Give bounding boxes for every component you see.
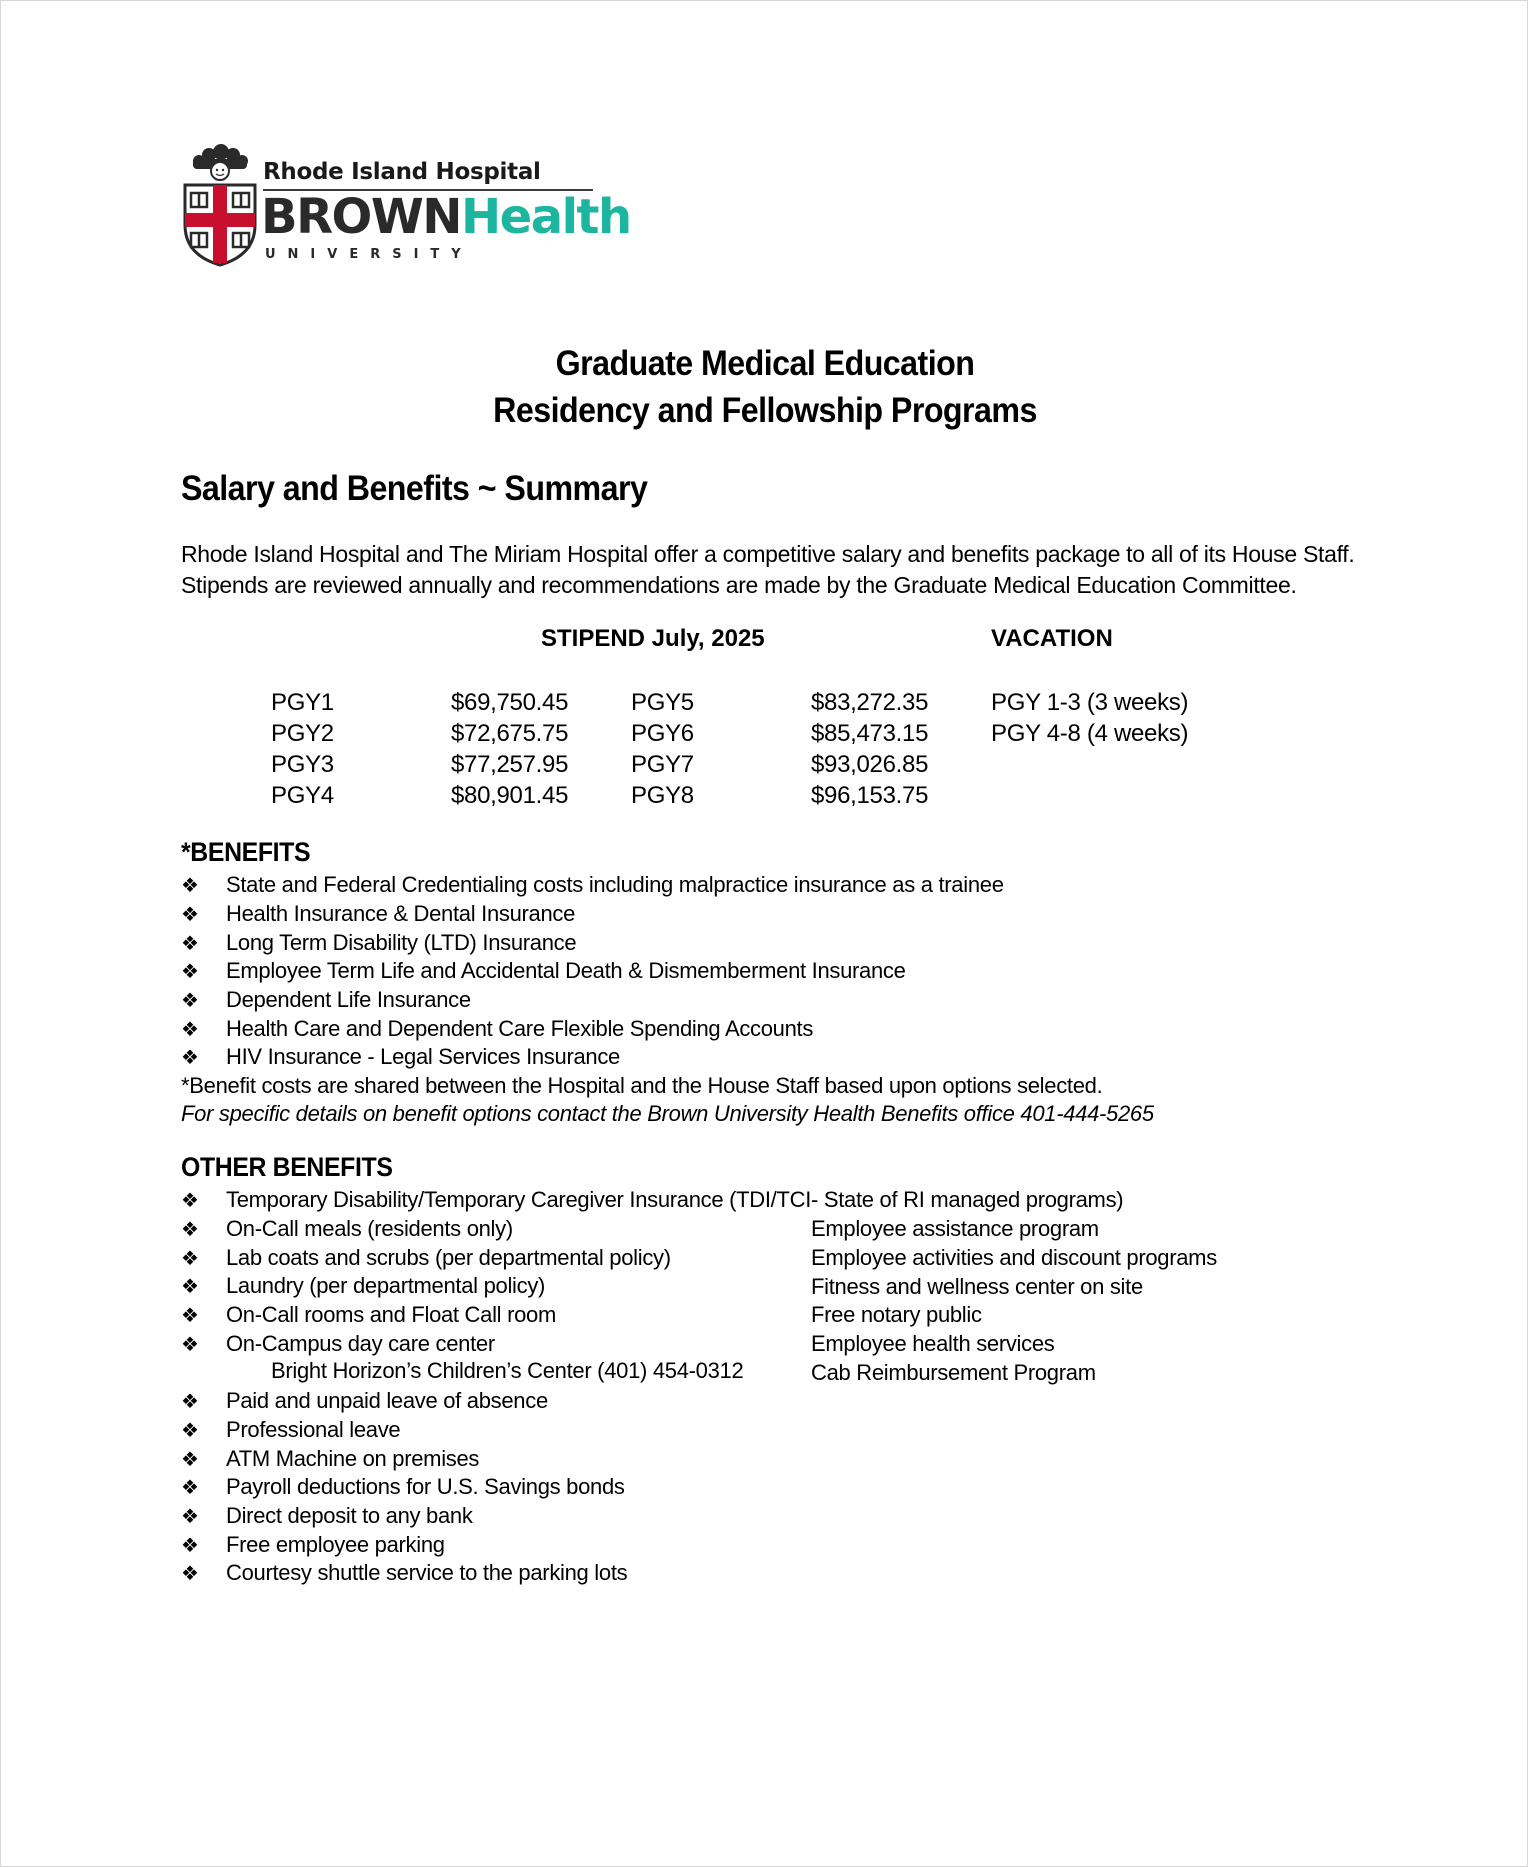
diamond-bullet-icon: ❖ [181,959,199,984]
stipend-amount: $69,750.45 [451,689,569,716]
benefit-text: ATM Machine on premises [226,1445,480,1471]
list-item [181,1416,627,1445]
benefit-text: Paid and unpaid leave of absence [226,1388,548,1414]
diamond-bullet-icon: ❖ [181,1016,199,1041]
benefit-text: Free employee parking [226,1531,445,1557]
list-item [181,1043,1004,1072]
list-item: Employee health services [811,1331,1055,1357]
benefit-text: HIV Insurance - Legal Services Insurance [226,1044,620,1070]
list-item [181,1473,627,1502]
list-item: Fitness and wellness center on site [811,1273,1143,1299]
logo-university-text: UNIVERSITY [265,247,473,262]
benefit-text: Professional leave [226,1417,401,1443]
list-item [181,1444,627,1473]
benefit-text: State and Federal Credentialing costs including malpractice insurance as a trainee [226,872,1004,898]
stipend-level: PGY8 [631,782,694,809]
daycare-detail: Bright Horizon’s Children’s Center (401) 454-0312 [271,1358,744,1383]
document-title-line2: Residency and Fellowship Programs [493,391,1037,430]
benefit-text: Laundry (per departmental policy) [226,1273,546,1299]
stipend-level: PGY4 [271,782,334,809]
benefit-text: Courtesy shuttle service to the parking lots [226,1560,628,1586]
list-item: Employee assistance program [811,1216,1099,1242]
benefit-text: Dependent Life Insurance [226,987,471,1013]
list-item [181,928,1004,957]
list-item [181,957,1004,986]
stipend-level: PGY2 [271,720,334,747]
vacation-header: VACATION [991,625,1113,652]
benefit-text: Employee Term Life and Accidental Death & Dismemberment Insurance [226,958,906,984]
diamond-bullet-icon: ❖ [181,1045,199,1070]
intro-line: Rhode Island Hospital and The Miriam Hospital offer a competitive salary and benefits package to all of its House Staff. [181,541,1355,567]
benefit-text: Direct deposit to any bank [226,1503,473,1529]
other-benefits-list-continued [181,1387,627,1588]
list-item [181,1014,1004,1043]
diamond-bullet-icon: ❖ [181,1245,199,1270]
benefit-text: Temporary Disability/Temporary Caregiver Insurance (TDI/TCI- State of RI managed programs) [226,1187,1124,1213]
diamond-bullet-icon: ❖ [181,1475,199,1500]
stipend-level: PGY5 [631,689,694,716]
brown-health-logo [179,143,631,268]
stipend-level: PGY6 [631,720,694,747]
list-item [181,871,1004,900]
benefit-text: On-Call meals (residents only) [226,1216,513,1242]
list-item: Free notary public [811,1302,982,1328]
diamond-bullet-icon: ❖ [181,1504,199,1529]
benefits-list [181,871,1004,1072]
list-item [181,1502,627,1531]
benefit-text: Long Term Disability (LTD) Insurance [226,929,577,955]
logo-brown-text: BROWN [261,189,461,245]
logo-hospital-name: Rhode Island Hospital [263,159,541,185]
intro-paragraph [181,539,1431,601]
sun-crest-icon [179,143,259,268]
document-title-line1: Graduate Medical Education [555,344,975,383]
benefit-text: Lab coats and scrubs (per departmental policy) [226,1244,671,1270]
diamond-bullet-icon: ❖ [181,1446,199,1471]
logo-health-text: Health [460,189,631,245]
diamond-bullet-icon: ❖ [181,1418,199,1443]
stipend-header: STIPEND July, 2025 [541,625,765,652]
section-heading-summary: Salary and Benefits ~ Summary [181,469,648,508]
vacation-item: PGY 1-3 (3 weeks) [991,689,1189,716]
diamond-bullet-icon: ❖ [181,1331,199,1356]
benefit-text: Health Care and Dependent Care Flexible Spending Accounts [226,1015,814,1041]
diamond-bullet-icon: ❖ [181,902,199,927]
diamond-bullet-icon: ❖ [181,1303,199,1328]
diamond-bullet-icon: ❖ [181,1532,199,1557]
benefit-text: Health Insurance & Dental Insurance [226,901,576,927]
benefit-text: Payroll deductions for U.S. Savings bonds [226,1474,625,1500]
list-item [181,986,1004,1015]
list-item [181,1530,627,1559]
diamond-bullet-icon: ❖ [181,1188,199,1213]
stipend-amount: $96,153.75 [811,782,929,809]
stipend-amount: $80,901.45 [451,782,569,809]
intro-line: Stipends are reviewed annually and recommendations are made by the Graduate Medical Education Committee. [181,572,1297,598]
list-item [181,1559,627,1588]
stipend-amount: $85,473.15 [811,720,929,747]
stipend-level: PGY3 [271,751,334,778]
list-item [181,1387,627,1416]
benefit-text: On-Call rooms and Float Call room [226,1302,556,1328]
list-item: Cab Reimbursement Program [811,1359,1096,1385]
stipend-amount: $83,272.35 [811,689,929,716]
benefits-header: *BENEFITS [181,837,311,867]
other-benefits-header: OTHER BENEFITS [181,1152,393,1182]
list-item [181,900,1004,929]
benefit-text: On-Campus day care center [226,1330,495,1356]
vacation-item: PGY 4-8 (4 weeks) [991,720,1189,747]
diamond-bullet-icon: ❖ [181,1389,199,1414]
diamond-bullet-icon: ❖ [181,1217,199,1242]
stipend-amount: $72,675.75 [451,720,569,747]
diamond-bullet-icon: ❖ [181,988,199,1013]
logo-wordmark [261,191,631,244]
stipend-level: PGY7 [631,751,694,778]
diamond-bullet-icon: ❖ [181,1274,199,1299]
stipend-level: PGY1 [271,689,334,716]
list-item: Employee activities and discount programs [811,1245,1217,1271]
diamond-bullet-icon: ❖ [181,930,199,955]
other-benefits-right-column [811,1215,1217,1387]
list-item [181,1186,1123,1215]
benefits-cost-note: *Benefit costs are shared between the Hospital and the House Staff based upon options selected. [181,1073,1103,1098]
stipend-amount: $77,257.95 [451,751,569,778]
benefits-contact-note: For specific details on benefit options contact the Brown University Health Benefits office 401-444-5265 [181,1101,1154,1126]
stipend-amount: $93,026.85 [811,751,929,778]
diamond-bullet-icon: ❖ [181,1561,199,1586]
diamond-bullet-icon: ❖ [181,873,199,898]
